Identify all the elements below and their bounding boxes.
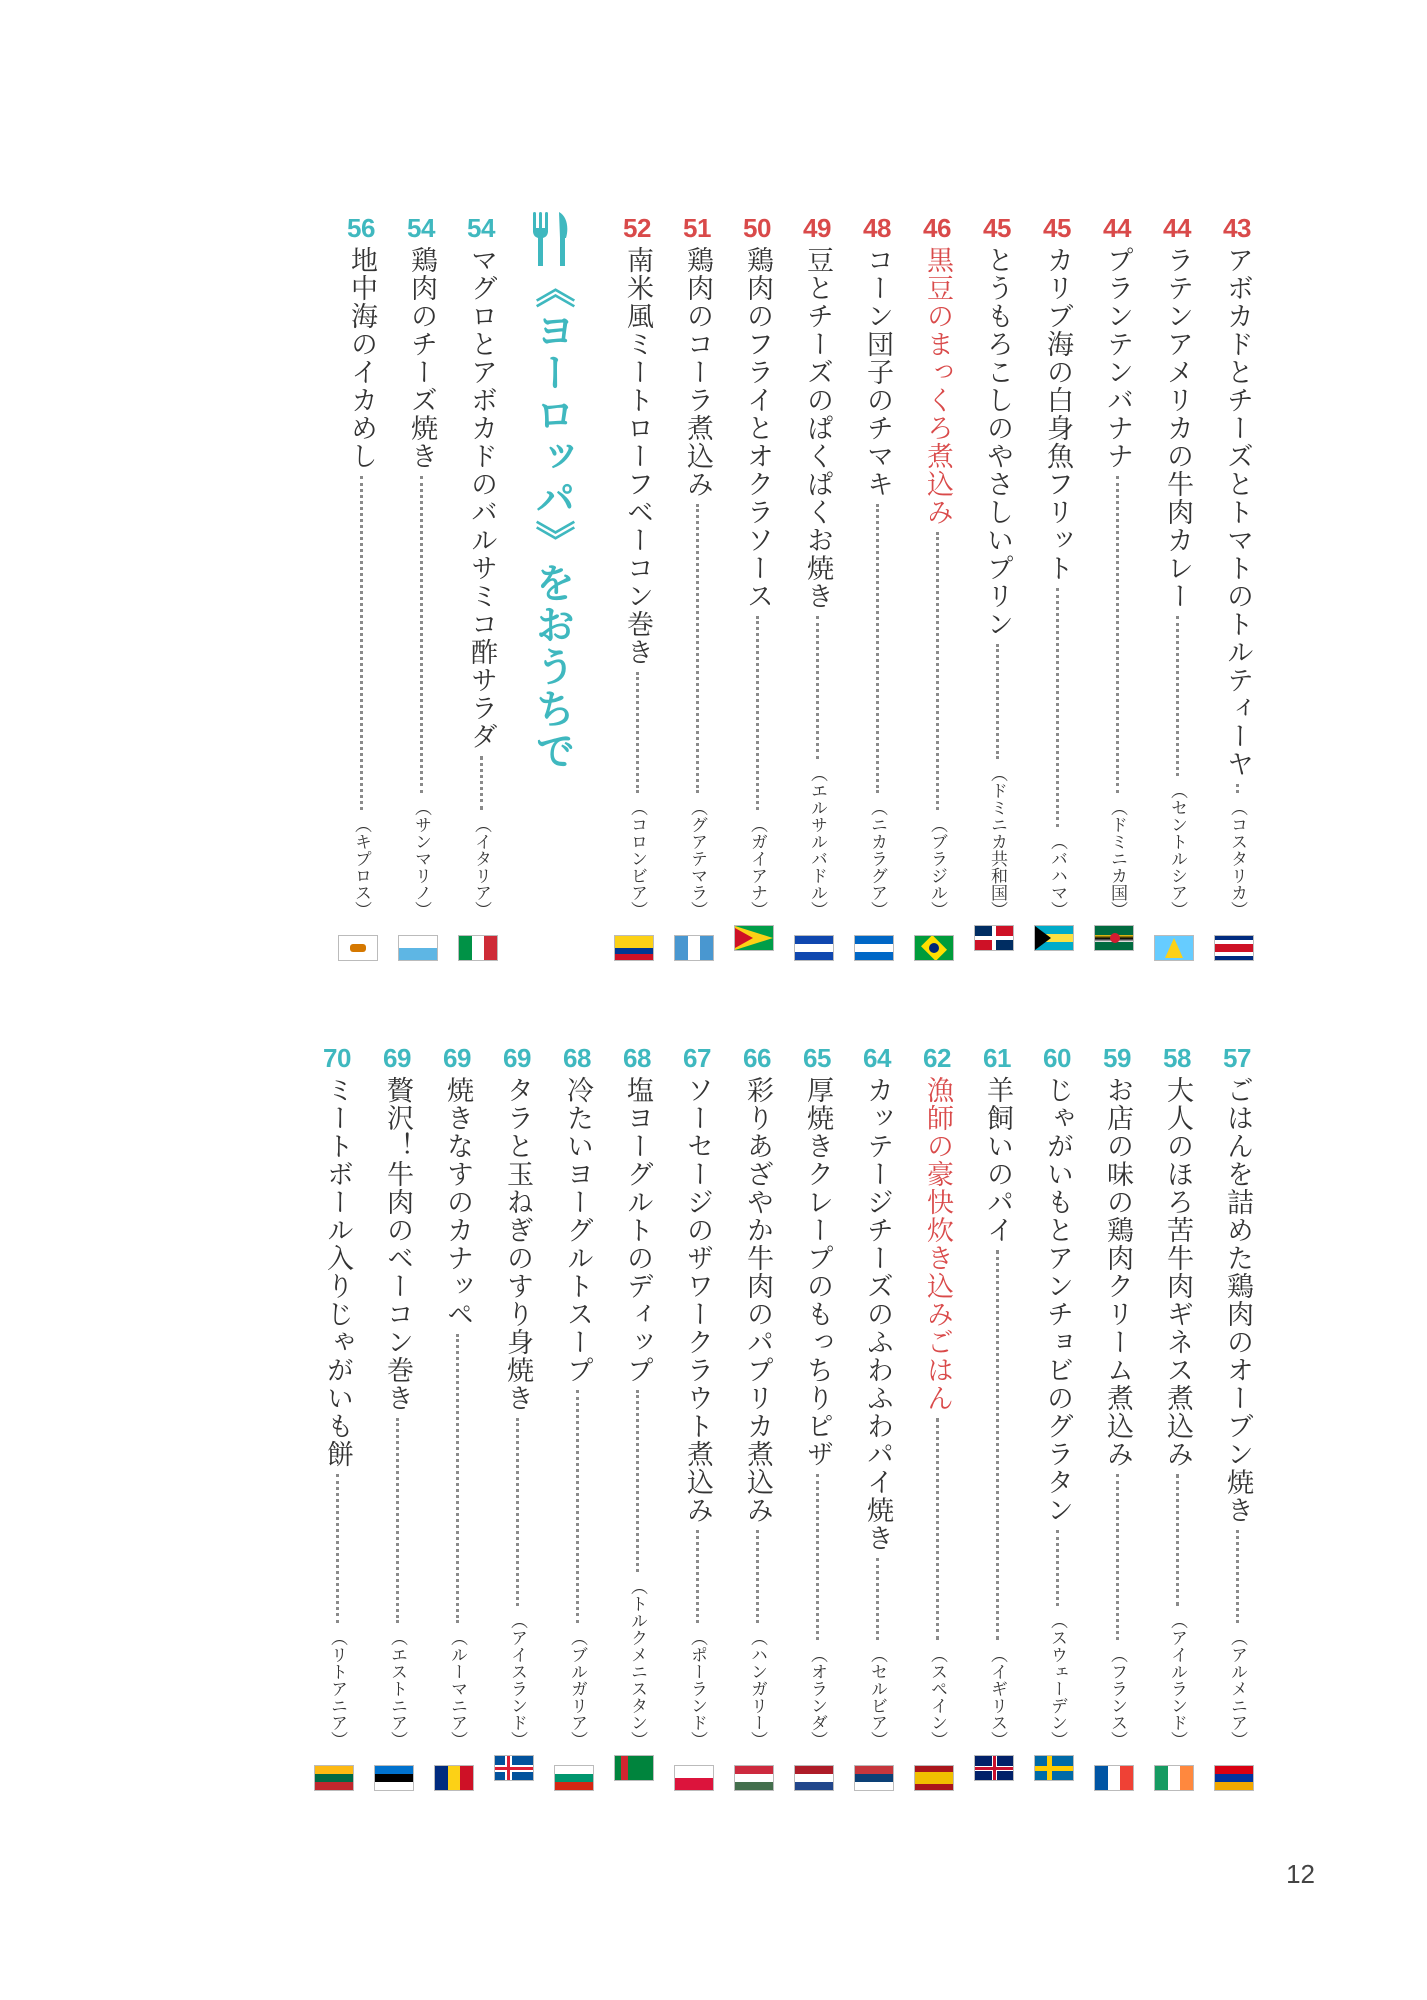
toc-entry[interactable] (674, 210, 720, 960)
toc-entry[interactable] (1154, 1040, 1200, 1790)
poland-flag-icon (674, 1754, 720, 1790)
toc-country: （イギリス） (987, 1646, 1007, 1748)
toc-recipe-title: コーン団子のチマキ (862, 246, 893, 498)
toc-country: （スペイン） (927, 1646, 947, 1748)
leader-dots (360, 476, 363, 810)
toc-recipe-title: お店の味の鶏肉クリーム煮込み (1102, 1076, 1133, 1468)
toc-country: （キプロス） (351, 816, 371, 918)
toc-country: （ドミニカ共和国） (987, 765, 1007, 918)
cyprus-flag-icon (338, 924, 384, 960)
toc-recipe-title: アボカドとチーズとトマトのトルティーヤ (1222, 246, 1253, 778)
toc-recipe-title: 漁師の豪快炊き込みごはん (922, 1076, 953, 1412)
toc-page-number: 50 (743, 213, 771, 243)
toc-country: （フランス） (1107, 1646, 1127, 1748)
toc-page-number: 46 (923, 213, 951, 243)
guatemala-flag-icon (674, 924, 720, 960)
toc-recipe-title: プランテンバナナ (1102, 246, 1133, 470)
toc-entry[interactable] (794, 1040, 840, 1790)
fork-knife-icon (529, 210, 575, 268)
toc-page-number: 44 (1103, 213, 1131, 243)
guyana-flag-icon (734, 924, 780, 960)
toc-recipe-title: 焼きなすのカナッペ (442, 1076, 473, 1328)
toc-recipe-title: 大人のほろ苦牛肉ギネス煮込み (1162, 1076, 1193, 1468)
toc-country: （ルーマニア） (447, 1629, 467, 1748)
toc-entry[interactable] (734, 210, 780, 960)
colombia-flag-icon (614, 924, 660, 960)
iceland-flag-icon (494, 1754, 540, 1790)
toc-entry[interactable] (314, 1040, 360, 1790)
toc-country: （アイルランド） (1167, 1612, 1187, 1748)
toc-page-number: 61 (983, 1043, 1011, 1073)
toc-page-number: 43 (1223, 213, 1251, 243)
toc-country: （ガイアナ） (747, 816, 767, 918)
spain-flag-icon (914, 1754, 960, 1790)
toc-recipe-title: タラと玉ねぎのすり身焼き (502, 1076, 533, 1412)
leader-dots (1056, 1530, 1059, 1606)
toc-recipe-title: 南米風ミートローフベーコン巻き (622, 246, 653, 666)
toc-entry[interactable] (398, 210, 444, 960)
el-salvador-flag-icon (794, 924, 840, 960)
toc-recipe-title: 鶏肉のコーラ煮込み (682, 246, 713, 498)
leader-dots (420, 476, 423, 793)
toc-page-number: 68 (623, 1043, 651, 1073)
toc-page-number: 64 (863, 1043, 891, 1073)
dominica-flag-icon (1094, 924, 1140, 960)
uk-flag-icon (974, 1754, 1020, 1790)
toc-page-number: 59 (1103, 1043, 1131, 1073)
toc-recipe-title: 鶏肉のチーズ焼き (406, 246, 437, 470)
toc-page-number: 70 (323, 1043, 351, 1073)
estonia-flag-icon (374, 1754, 420, 1790)
toc-recipe-title: 塩ヨーグルトのディップ (622, 1076, 653, 1384)
leader-dots (1116, 476, 1119, 793)
toc-recipe-title: ラテンアメリカの牛肉カレー (1162, 246, 1193, 610)
armenia-flag-icon (1214, 1754, 1260, 1790)
toc-entry[interactable] (854, 210, 900, 960)
toc-country: （エストニア） (387, 1629, 407, 1748)
leader-dots (876, 504, 879, 793)
leader-dots (396, 1418, 399, 1623)
toc-page-number: 66 (743, 1043, 771, 1073)
leader-dots (996, 644, 999, 759)
toc-page-number: 67 (683, 1043, 711, 1073)
toc-entry[interactable] (914, 210, 960, 960)
leader-dots (756, 616, 759, 810)
toc-page-number: 52 (623, 213, 651, 243)
toc-entry[interactable] (338, 210, 384, 960)
saint-lucia-flag-icon (1154, 924, 1200, 960)
toc-page-number: 58 (1163, 1043, 1191, 1073)
toc-entry[interactable] (458, 210, 504, 960)
leader-dots (636, 672, 639, 793)
leader-dots (816, 616, 819, 759)
toc-recipe-title: じゃがいもとアンチョビのグラタン (1042, 1076, 1073, 1524)
bulgaria-flag-icon (554, 1754, 600, 1790)
toc-recipe-title: マグロとアボカドのバルサミコ酢サラダ (466, 246, 497, 750)
leader-dots (1056, 588, 1059, 827)
turkmenistan-flag-icon (614, 1754, 660, 1790)
toc-entry[interactable] (1034, 1040, 1080, 1790)
toc-entry[interactable] (1094, 210, 1140, 960)
leader-dots (456, 1334, 459, 1623)
page-number: 12 (1286, 1859, 1315, 1889)
sweden-flag-icon (1034, 1754, 1080, 1790)
section-heading-text: 《ヨーロッパ》をおうちで (529, 268, 575, 772)
toc-page-number: 69 (443, 1043, 471, 1073)
toc-country: （イタリア） (471, 816, 491, 918)
toc-recipe-title: 彩りあざやか牛肉のパプリカ煮込み (742, 1076, 773, 1524)
leader-dots (756, 1530, 759, 1623)
leader-dots (936, 532, 939, 810)
france-flag-icon (1094, 1754, 1140, 1790)
toc-recipe-title: 地中海のイカめし (346, 246, 377, 470)
toc-recipe-title: ミートボール入りじゃがいも餅 (322, 1076, 353, 1468)
toc-recipe-title: 黒豆のまっくろ煮込み (922, 246, 953, 526)
toc-recipe-title: とうもろこしのやさしいプリン (982, 246, 1013, 638)
toc-country: （オランダ） (807, 1646, 827, 1748)
toc-recipe-title: カッテージチーズのふわふわパイ焼き (862, 1076, 893, 1552)
toc-entry[interactable] (614, 210, 660, 960)
toc-recipe-title: カリブ海の白身魚フリット (1042, 246, 1073, 582)
toc-country: （リトアニア） (327, 1629, 347, 1748)
toc-page-number: 69 (503, 1043, 531, 1073)
toc-page-number: 45 (983, 213, 1011, 243)
toc-country: （ブルガリア） (567, 1629, 587, 1748)
bahamas-flag-icon (1034, 924, 1080, 960)
section-heading-europe (524, 210, 580, 772)
toc-entry[interactable] (974, 210, 1020, 960)
toc-page-number: 68 (563, 1043, 591, 1073)
toc-country: （アルメニア） (1227, 1629, 1247, 1748)
italy-flag-icon (458, 924, 504, 960)
toc-page-number: 65 (803, 1043, 831, 1073)
toc-page-number: 60 (1043, 1043, 1071, 1073)
toc-entry[interactable] (1154, 210, 1200, 960)
toc-country: （ドミニカ国） (1107, 799, 1127, 918)
toc-entry[interactable] (434, 1040, 480, 1790)
toc-recipe-title: ソーセージのザワークラウト煮込み (682, 1076, 713, 1524)
toc-entry[interactable] (974, 1040, 1020, 1790)
toc-country: （バハマ） (1047, 833, 1067, 918)
toc-recipe-title: 鶏肉のフライとオクラソース (742, 246, 773, 610)
leader-dots (1236, 784, 1239, 793)
toc-country: （エルサルバドル） (807, 765, 827, 918)
toc-page-number: 51 (683, 213, 711, 243)
leader-dots (1176, 616, 1179, 776)
leader-dots (696, 1530, 699, 1623)
leader-dots (696, 504, 699, 793)
toc-entry[interactable] (554, 1040, 600, 1790)
leader-dots (516, 1418, 519, 1606)
leader-dots (996, 1250, 999, 1640)
toc-page-number: 62 (923, 1043, 951, 1073)
netherlands-flag-icon (794, 1754, 840, 1790)
hungary-flag-icon (734, 1754, 780, 1790)
romania-flag-icon (434, 1754, 480, 1790)
toc-country: （ポーランド） (687, 1629, 707, 1748)
toc-entry[interactable] (1034, 210, 1080, 960)
toc-entry[interactable] (1094, 1040, 1140, 1790)
toc-country: （ハンガリー） (747, 1629, 767, 1748)
toc-page-number: 69 (383, 1043, 411, 1073)
toc-entry[interactable] (794, 210, 840, 960)
toc-country: （ニカラグア） (867, 799, 887, 918)
costa-rica-flag-icon (1214, 924, 1260, 960)
brazil-flag-icon (914, 924, 960, 960)
ireland-flag-icon (1154, 1754, 1200, 1790)
toc-entry[interactable] (374, 1040, 420, 1790)
toc-recipe-title: 贅沢！牛肉のベーコン巻き (382, 1076, 413, 1412)
toc-country: （スウェーデン） (1047, 1612, 1067, 1748)
toc-country: （ブラジル） (927, 816, 947, 918)
leader-dots (816, 1474, 819, 1640)
leader-dots (480, 756, 483, 810)
toc-entry[interactable] (1214, 210, 1260, 960)
toc-page-number: 56 (347, 213, 375, 243)
toc-recipe-title: ごはんを詰めた鶏肉のオーブン焼き (1222, 1076, 1253, 1524)
lithuania-flag-icon (314, 1754, 360, 1790)
leader-dots (336, 1474, 339, 1623)
toc-page-number: 45 (1043, 213, 1071, 243)
toc-entry[interactable] (1214, 1040, 1260, 1790)
serbia-flag-icon (854, 1754, 900, 1790)
toc-country: （セントルシア） (1167, 782, 1187, 918)
leader-dots (636, 1390, 639, 1572)
leader-dots (1236, 1530, 1239, 1623)
toc-page-number: 57 (1223, 1043, 1251, 1073)
toc-recipe-title: 冷たいヨーグルトスープ (562, 1076, 593, 1384)
toc-page-number: 54 (467, 213, 495, 243)
toc-recipe-title: 羊飼いのパイ (982, 1076, 1013, 1244)
toc-country: （サンマリノ） (411, 799, 431, 918)
san-marino-flag-icon (398, 924, 444, 960)
toc-country: （セルビア） (867, 1646, 887, 1748)
toc-country: （トルクメニスタン） (627, 1578, 647, 1748)
nicaragua-flag-icon (854, 924, 900, 960)
toc-entry[interactable] (854, 1040, 900, 1790)
leader-dots (1176, 1474, 1179, 1606)
leader-dots (576, 1390, 579, 1623)
leader-dots (1116, 1474, 1119, 1640)
toc-recipe-title: 豆とチーズのぱくぱくお焼き (802, 246, 833, 610)
toc-country: （コスタリカ） (1227, 799, 1247, 918)
leader-dots (936, 1418, 939, 1640)
toc-entry[interactable] (614, 1040, 660, 1790)
toc-entry[interactable] (734, 1040, 780, 1790)
dominican-republic-flag-icon (974, 924, 1020, 960)
toc-recipe-title: 厚焼きクレープのもっちりピザ (802, 1076, 833, 1468)
toc-entry[interactable] (494, 1040, 540, 1790)
toc-page-number: 49 (803, 213, 831, 243)
toc-country: （グアテマラ） (687, 799, 707, 918)
toc-entry[interactable] (914, 1040, 960, 1790)
leader-dots (876, 1558, 879, 1640)
toc-page-number: 44 (1163, 213, 1191, 243)
toc-page-number: 48 (863, 213, 891, 243)
toc-entry[interactable] (674, 1040, 720, 1790)
toc-country: （コロンビア） (627, 799, 647, 918)
toc-page-number: 54 (407, 213, 435, 243)
toc-country: （アイスランド） (507, 1612, 527, 1748)
